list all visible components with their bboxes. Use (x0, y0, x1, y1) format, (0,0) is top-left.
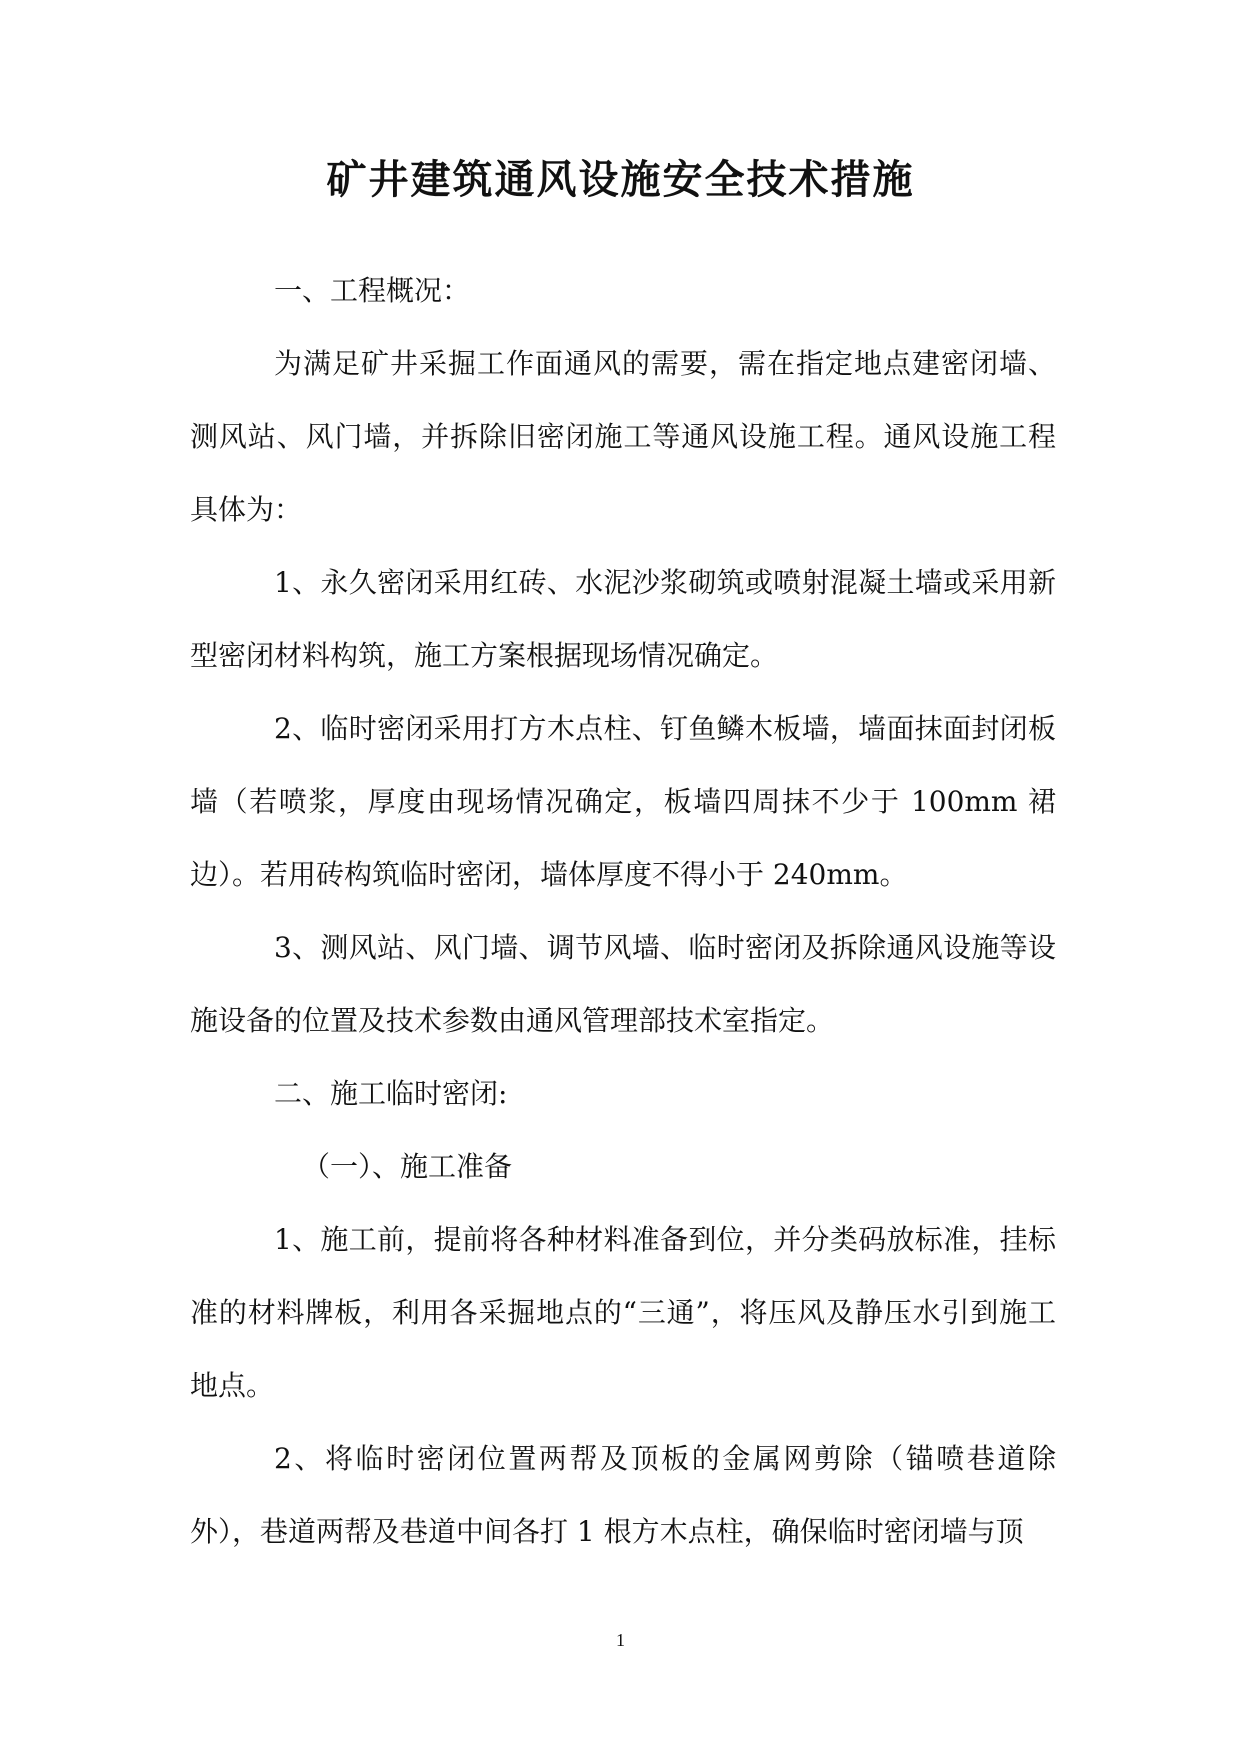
paragraph: 1、施工前，提前将各种材料准备到位，并分类码放标准，挂标准的材料牌板，利用各采掘地点的“三通”，将压风及静压水引到施工地点。 (190, 1223, 1056, 1402)
section-heading: 二、施工临时密闭: (274, 1077, 508, 1110)
paragraph: 为满足矿井采掘工作面通风的需要，需在指定地点建密闭墙、测风站、风门墙，并拆除旧密闭施工等通风设施工程。通风设施工程具体为： (190, 347, 1056, 526)
paragraph: 2、临时密闭采用打方木点柱、钉鱼鳞木板墙，墙面抹面封闭板墙（若喷浆，厚度由现场情况确定，板墙四周抹不少于 100mm 裙边）。若用砖构筑临时密闭，墙体厚度不得小于 240mm。 (190, 712, 1056, 891)
document-body (190, 254, 1056, 1568)
paragraph: 3、测风站、风门墙、调节风墙、临时密闭及拆除通风设施等设施设备的位置及技术参数由通风管理部技术室指定。 (190, 931, 1056, 1037)
section-heading: 一、工程概况： (274, 274, 471, 307)
document-title: 矿井建筑通风设施安全技术措施 (326, 156, 915, 203)
page-number: 1 (616, 1630, 625, 1650)
paragraph: 2、将临时密闭位置两帮及顶板的金属网剪除（锚喷巷道除外），巷道两帮及巷道中间各打 1 根方木点柱，确保临时密闭墙与顶 (190, 1442, 1056, 1548)
subsection-heading: （一）、施工准备 (302, 1150, 513, 1183)
paragraph: 1、永久密闭采用红砖、水泥沙浆砌筑或喷射混凝土墙或采用新型密闭材料构筑，施工方案根据现场情况确定。 (190, 566, 1056, 672)
